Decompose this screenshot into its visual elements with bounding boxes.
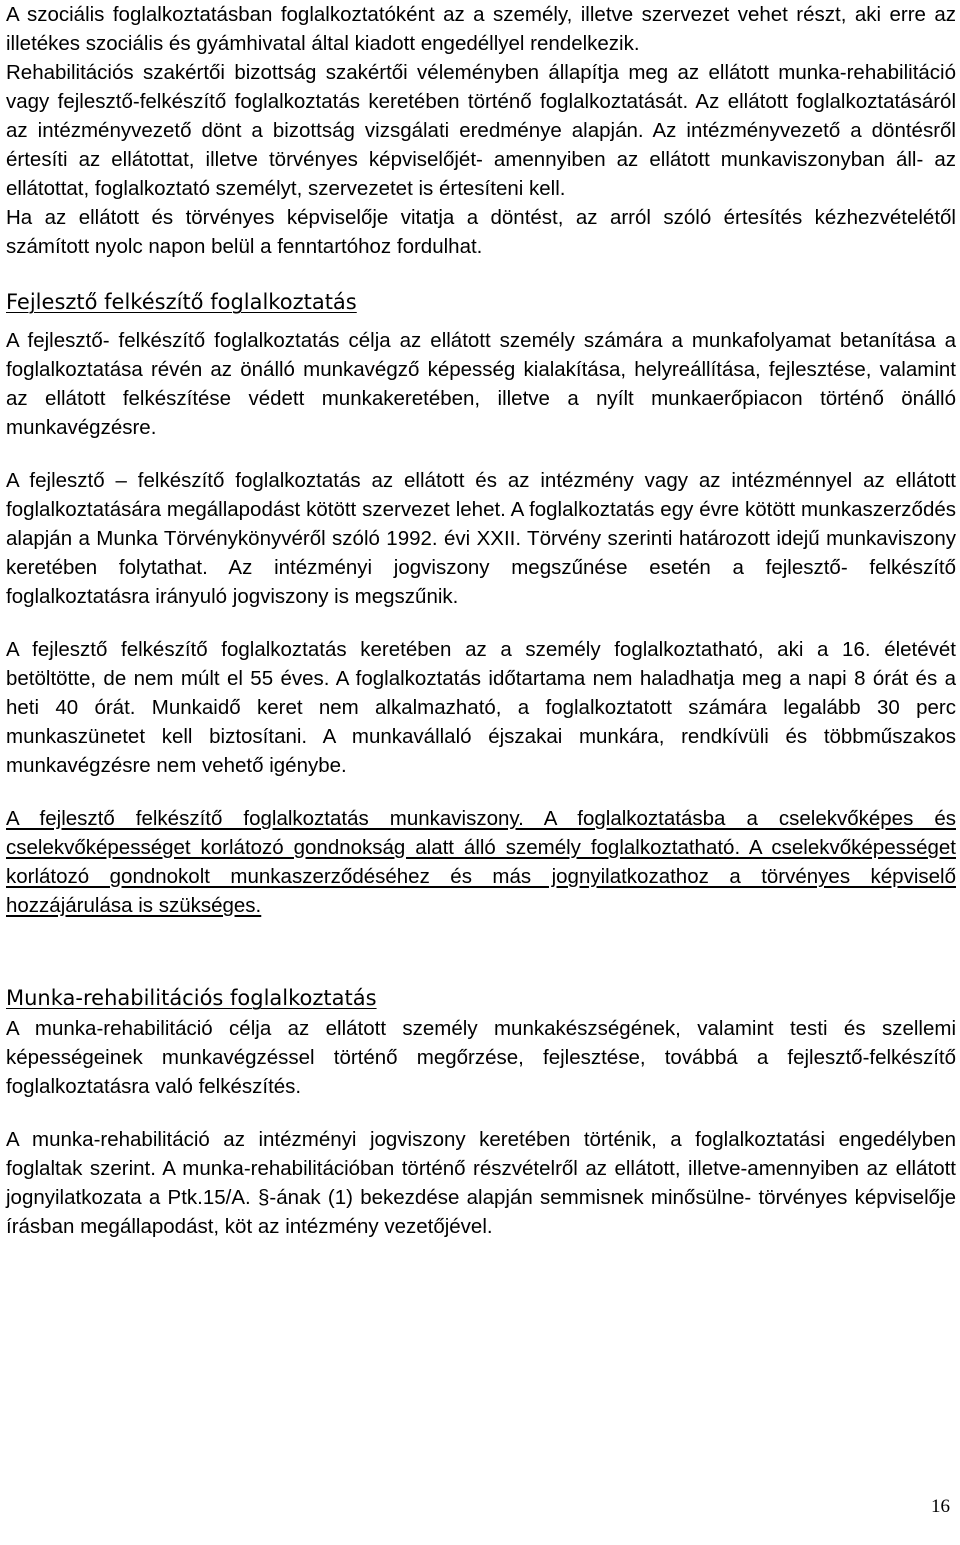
intro-paragraph-3: Ha az ellátott és törvényes képviselője vitatja a döntést, az arról szóló értesítés kézhezvételétől számított nyolc napon belül a fenntartóhoz fordulhat. bbox=[6, 206, 956, 258]
rehab-paragraph-1: A munka-rehabilitáció célja az ellátott személy munkakészségének, valamint testi és szellemi képességeinek munkavégzéssel történő megőrzése, fejlesztése, továbbá a fejlesztő-felkészítő foglalkoztatásra való felkészítés. bbox=[6, 1017, 956, 1098]
section-heading-fejleszto: Fejlesztő felkészítő foglalkoztatás bbox=[6, 290, 357, 314]
document-page bbox=[6, 0, 956, 1241]
intro-paragraph-1: A szociális foglalkoztatásban foglalkoztatóként az a személy, illetve szervezet vehet részt, aki erre az illetékes szociális és gyámhivatal által kiadott engedéllyel rendelkezik. bbox=[6, 3, 956, 55]
fejleszto-paragraph-2: A fejlesztő – felkészítő foglalkoztatás az ellátott és az intézmény vagy az intézménnyel az ellátott foglalkoztatására megállapodást kötött szervezet lehet. A foglalkoztatás egy évre kötött munkaszerződés alapján a Munka Törvénykönyvéről szóló 1992. évi XXII. Törvény szerinti határozott idejű munkaviszony keretében folytathat. Az intézményi jogviszony megszűnése esetén a fejlesztő- felkészítő foglalkoztatásra irányuló jogviszony is megszűnik. bbox=[6, 469, 956, 608]
section-heading-munka-rehabilitacio: Munka-rehabilitációs foglalkoztatás bbox=[6, 986, 377, 1010]
page-number: 16 bbox=[931, 1496, 950, 1517]
rehab-paragraph-2: A munka-rehabilitáció az intézményi jogviszony keretében történik, a foglalkoztatási engedélyben foglaltak szerint. A munka-rehabilitációban történő részvételről az ellátott, illetve-amennyiben az ellátott jognyilatkozata a Ptk.15/A. §-ának (1) bekezdése alapján semmisnek minősülne- törvényes képviselője írásban megállapodást, köt az intézmény vezetőjével. bbox=[6, 1128, 956, 1238]
fejleszto-paragraph-4: A fejlesztő felkészítő foglalkoztatás munkaviszony. A foglalkoztatásba a cselekvőképes és cselekvőképességet korlátozó gondnokság alatt álló személy foglalkoztatható. A cselekvőképességet korlátozó gondnokolt munkaszerződéséhez és más jognyilatkozathoz a törvényes képviselő hozzájárulása is szükséges. bbox=[6, 807, 956, 917]
fejleszto-paragraph-3: A fejlesztő felkészítő foglalkoztatás keretében az a személy foglalkoztatható, aki a 16. életévét betöltötte, de nem múlt el 55 éves. A foglalkoztatás időtartama nem haladhatja meg a napi 8 órát és a heti 40 órát. Munkaidő keret nem alkalmazható, a foglalkoztatott számára legalább 30 perc munkaszünetet kell biztosítani. A munkavállaló éjszakai munkára, rendkívüli és többműszakos munkavégzésre nem vehető igénybe. bbox=[6, 638, 956, 777]
fejleszto-paragraph-1: A fejlesztő- felkészítő foglalkoztatás célja az ellátott személy számára a munkafolyamat betanítása a foglalkoztatása révén az önálló munkavégző képesség kialakítása, helyreállítása, fejlesztése, valamint az ellátott felkészítése védett munkakeretében, illetve a nyílt munkaerőpiacon történő önálló munkavégzésre. bbox=[6, 329, 956, 439]
intro-paragraph-2: Rehabilitációs szakértői bizottság szakértői véleményben állapítja meg az ellátott munka-rehabilitáció vagy fejlesztő-felkészítő foglalkoztatás keretében történő foglalkoztatását. Az ellátott foglalkoztatásáról az intézményvezető dönt a bizottság vizsgálati eredménye alapján. Az intézményvezető a döntésről értesíti az ellátottat, illetve törvényes képviselőjét- amennyiben az ellátott munkaviszonyban áll- az ellátottat, foglalkoztató személyt, szervezetet is értesíteni kell. bbox=[6, 61, 956, 200]
